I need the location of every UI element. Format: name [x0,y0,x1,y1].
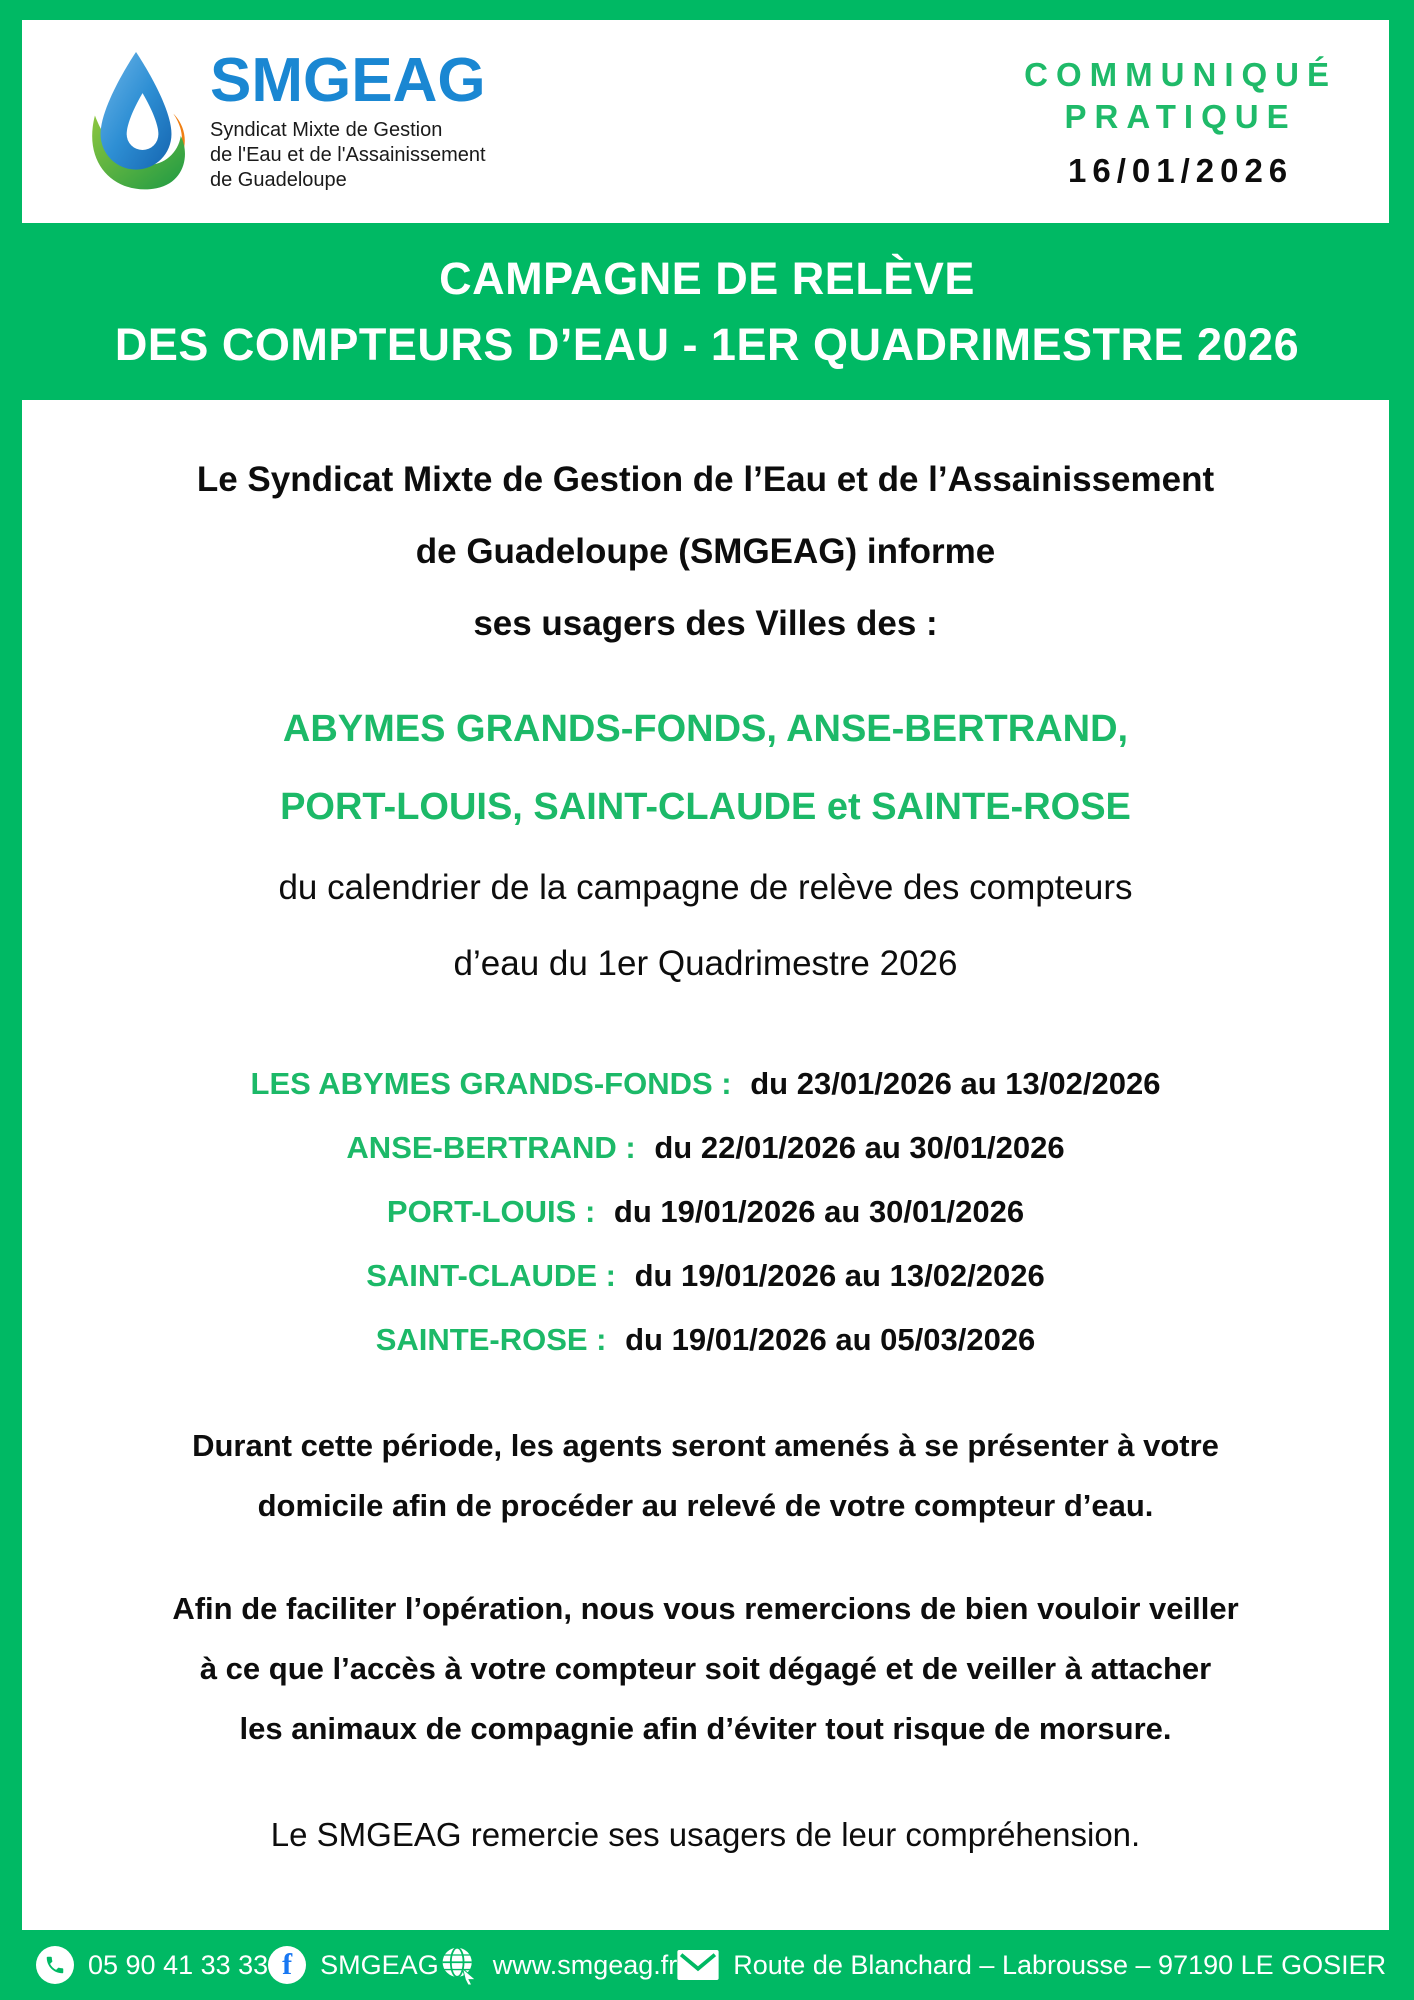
schedule-dates: du 19/01/2026 au 05/03/2026 [625,1322,1036,1357]
intro-line: Le Syndicat Mixte de Gestion de l’Eau et de l’Assainissement [196,460,1215,499]
smgeag-logo [80,48,486,196]
schedule-city: SAINTE-ROSE : [375,1322,607,1357]
footer-website [439,1945,678,1985]
globe-icon [439,1945,479,1985]
calendar-paragraph [22,850,1389,1002]
schedule-row [22,1116,1389,1180]
schedule-city: PORT-LOUIS : [386,1194,596,1229]
footer-facebook [268,1946,439,1984]
cities-list [22,690,1389,846]
water-drop-leaf-icon [80,48,192,196]
phone-icon [36,1946,74,1984]
communique-date: 16/01/2026 [1068,151,1294,189]
logo-subtitle-line: Syndicat Mixte de Gestion [210,119,443,141]
facebook-handle: SMGEAG [320,1949,439,1980]
footer-address [677,1950,1386,1981]
closing-line: Le SMGEAG remercie ses usagers de leur compréhension. [270,1816,1141,1853]
calendar-line: du calendrier de la campagne de relève des compteurs [278,868,1133,907]
schedule-list [22,1052,1389,1372]
cities-line2: PORT-LOUIS, SAINT-CLAUDE et SAINTE-ROSE [280,786,1131,828]
calendar-line: d’eau du 1er Quadrimestre 2026 [453,944,958,983]
schedule-dates: du 22/01/2026 au 30/01/2026 [654,1130,1065,1165]
schedule-city: LES ABYMES GRANDS-FONDS : [250,1066,732,1101]
website-url: www.smgeag.fr [492,1949,678,1980]
intro-line: ses usagers des Villes des : [473,604,938,643]
envelope-icon [677,1950,719,1980]
title-banner [0,223,1414,400]
schedule-row [22,1244,1389,1308]
logo-subtitle-line: de l'Eau et de l'Assainissement [210,144,486,166]
kicker-line1: COMMUNIQUÉ [1024,55,1337,93]
schedule-dates: du 19/01/2026 au 13/02/2026 [634,1258,1045,1293]
footer-phone [36,1946,268,1984]
visit-notice-line: domicile afin de procéder au relevé de votre compteur d’eau. [257,1488,1154,1523]
schedule-row [22,1308,1389,1372]
logo-subtitle-line: de Guadeloupe [210,169,347,191]
schedule-city: ANSE-BERTRAND : [346,1130,636,1165]
access-notice-line: à ce que l’accès à votre compteur soit dégagé et de veiller à attacher [199,1651,1212,1686]
intro-line: de Guadeloupe (SMGEAG) informe [415,532,996,571]
banner-title-line2: DES COMPTEURS D’EAU - 1ER QUADRIMESTRE 2026 [114,318,1300,370]
kicker-line2: PRATIQUE [1064,97,1297,135]
access-notice-line: Afin de faciliter l’opération, nous vous remercions de bien vouloir veiller [172,1591,1239,1626]
access-notice-line: les animaux de compagnie afin d’éviter tout risque de morsure. [239,1711,1172,1746]
cities-line1: ABYMES GRANDS-FONDS, ANSE-BERTRAND, [282,708,1129,750]
logo-title: SMGEAG [210,46,486,115]
schedule-row [22,1180,1389,1244]
footer-bar [0,1930,1414,2000]
facebook-f-glyph: f [282,1948,293,1981]
address-text: Route de Blanchard – Labrousse – 97190 LE GOSIER [733,1949,1387,1980]
header [22,20,1389,223]
phone-number: 05 90 41 33 33 [88,1949,269,1980]
schedule-dates: du 23/01/2026 au 13/02/2026 [750,1066,1161,1101]
facebook-icon [268,1946,306,1984]
schedule-dates: du 19/01/2026 au 30/01/2026 [613,1194,1025,1229]
schedule-city: SAINT-CLAUDE : [366,1258,616,1293]
access-notice-paragraph [22,1579,1389,1759]
kicker [1024,54,1337,138]
visit-notice-paragraph [22,1416,1389,1536]
logo-subtitle [210,118,486,193]
body-content [22,400,1389,1930]
header-right [1024,54,1337,190]
banner-title-line1: CAMPAGNE DE RELÈVE [439,252,975,304]
visit-notice-line: Durant cette période, les agents seront amenés à se présenter à votre [192,1428,1219,1463]
intro-paragraph [22,444,1389,660]
schedule-row [22,1052,1389,1116]
